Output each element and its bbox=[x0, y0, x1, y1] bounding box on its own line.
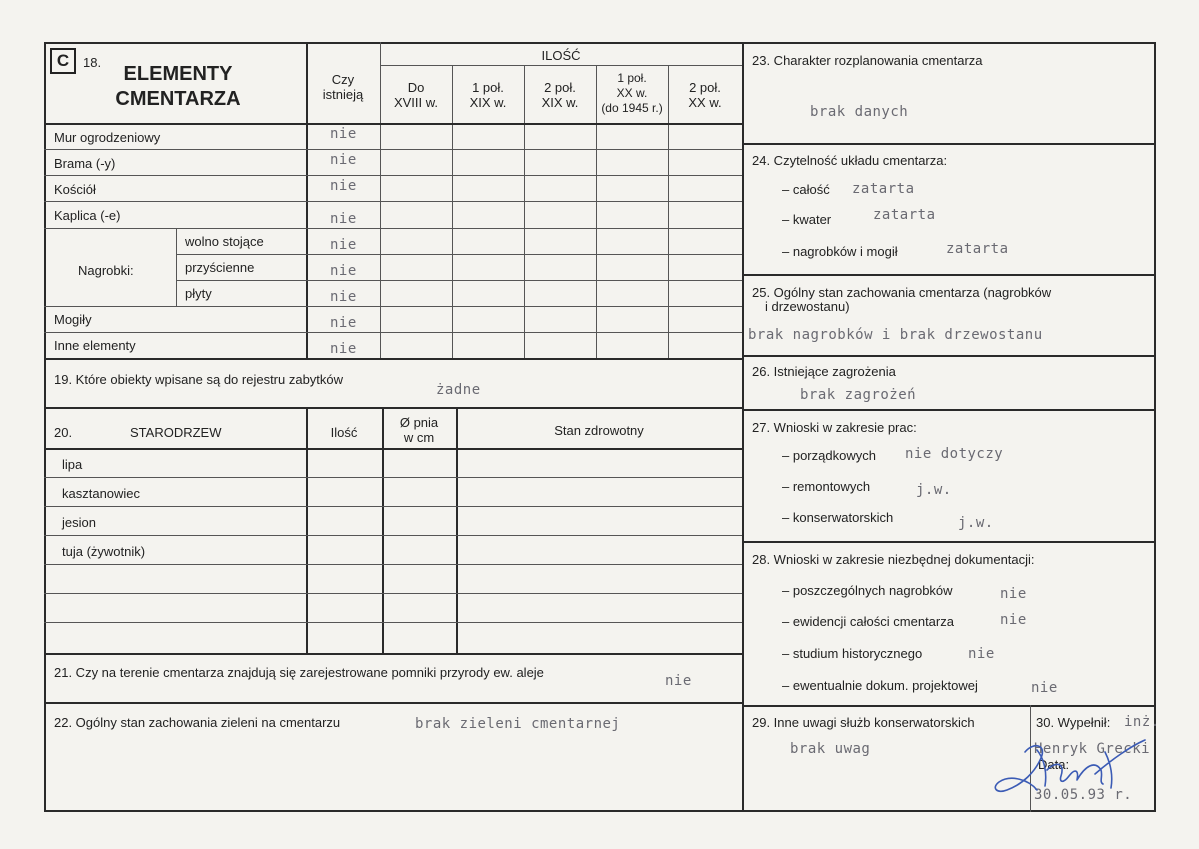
signature-icon bbox=[985, 730, 1155, 800]
grid-line bbox=[44, 123, 742, 125]
q24-label: 24. Czytelność układu cmentarza: bbox=[752, 153, 948, 168]
row-label: Kościół bbox=[54, 182, 96, 197]
q28-item-answer: nie bbox=[1000, 612, 1027, 628]
trees-title: STARODRZEW bbox=[130, 425, 222, 440]
grid-line bbox=[44, 448, 742, 450]
q27-label: 27. Wnioski w zakresie prac: bbox=[752, 420, 917, 435]
row-value: nie bbox=[330, 341, 357, 357]
row-value: nie bbox=[330, 211, 357, 227]
q28-item-label: – studium historycznego bbox=[782, 646, 923, 661]
q27-item-answer: j.w. bbox=[916, 482, 952, 498]
grid-line bbox=[44, 702, 742, 704]
row-value: nie bbox=[330, 315, 357, 331]
q27-item-answer: nie dotyczy bbox=[905, 446, 1004, 462]
grid-line bbox=[44, 506, 742, 507]
q24-item-label: – kwater bbox=[782, 212, 832, 227]
column-divider bbox=[742, 42, 744, 812]
grid-line bbox=[44, 175, 742, 176]
q28-item-answer: nie bbox=[1031, 680, 1058, 696]
row-value: nie bbox=[330, 263, 357, 279]
q30-date: 30.05.93 r. bbox=[1034, 787, 1133, 803]
q28-item-answer: nie bbox=[968, 646, 995, 662]
row-value: nie bbox=[330, 289, 357, 305]
grid-line bbox=[44, 228, 742, 229]
grid-line bbox=[306, 407, 308, 653]
grid-line bbox=[742, 143, 1156, 145]
col-exists-header: Czy istnieją bbox=[322, 72, 364, 102]
grid-line bbox=[44, 332, 742, 333]
q19-label: 19. Które obiekty wpisane są do rejestru zabytków bbox=[54, 372, 344, 387]
trees-number: 20. bbox=[54, 425, 73, 440]
grid-line bbox=[44, 201, 742, 202]
section-number: 18. bbox=[83, 55, 102, 70]
q28-item-label: – poszczególnych nagrobków bbox=[782, 583, 953, 598]
grid-line bbox=[44, 622, 742, 623]
q28-label: 28. Wnioski w zakresie niezbędnej dokumentacji: bbox=[752, 552, 1035, 567]
section-letter: C bbox=[50, 48, 76, 74]
q27-item-label: – remontowych bbox=[782, 479, 871, 494]
grid-line bbox=[44, 306, 742, 307]
trees-col-qty: Ilość bbox=[330, 425, 358, 440]
grid-line bbox=[742, 355, 1156, 357]
section-title-line2: CMENTARZA bbox=[115, 88, 241, 110]
q29-label: 29. Inne uwagi służb konserwatorskich bbox=[752, 715, 975, 730]
q21-answer: nie bbox=[665, 673, 692, 689]
col-period-header: Do XVIII w. bbox=[393, 80, 439, 110]
q28-item-label: – ewentualnie dokum. projektowej bbox=[782, 678, 978, 693]
q28-item-answer: nie bbox=[1000, 586, 1027, 602]
section-title-line1: ELEMENTY bbox=[123, 63, 233, 85]
tree-row-label: tuja (żywotnik) bbox=[62, 544, 146, 559]
q25-answer: brak nagrobków i brak drzewostanu bbox=[748, 327, 1043, 343]
q26-label: 26. Istniejące zagrożenia bbox=[752, 364, 896, 379]
q25-label-line1: 25. Ogólny stan zachowania cmentarza (nagrobków bbox=[752, 285, 1052, 300]
group-label: Nagrobki: bbox=[78, 263, 134, 278]
grid-line bbox=[742, 409, 1156, 411]
q22-label: 22. Ogólny stan zachowania zieleni na cmentarzu bbox=[54, 715, 341, 730]
q28-item-label: – ewidencji całości cmentarza bbox=[782, 614, 954, 629]
q30-label: 30. Wypełnił: bbox=[1036, 715, 1111, 730]
grid-line bbox=[44, 593, 742, 594]
grid-line bbox=[44, 407, 742, 409]
q23-label: 23. Charakter rozplanowania cmentarza bbox=[752, 53, 983, 68]
q22-answer: brak zieleni cmentarnej bbox=[415, 716, 621, 732]
tree-row-label: kasztanowiec bbox=[62, 486, 141, 501]
grid-line bbox=[742, 541, 1156, 543]
q30-name: Henryk Grecki bbox=[1034, 741, 1151, 757]
grid-line bbox=[44, 535, 742, 536]
row-value: nie bbox=[330, 126, 357, 142]
grid-line bbox=[176, 228, 177, 306]
grid-line bbox=[456, 407, 458, 653]
row-label: przyścienne bbox=[185, 260, 255, 275]
grid-line bbox=[44, 358, 742, 360]
row-label: Mur ogrodzeniowy bbox=[54, 130, 161, 145]
tree-row-label: jesion bbox=[62, 515, 96, 530]
col-period-header: 2 poł. XIX w. bbox=[541, 80, 579, 110]
grid-line bbox=[742, 705, 1156, 707]
grid-line bbox=[176, 280, 742, 281]
row-value: nie bbox=[330, 178, 357, 194]
grid-line bbox=[742, 274, 1156, 276]
q24-item-answer: zatarta bbox=[946, 241, 1009, 257]
row-label: Kaplica (-e) bbox=[54, 208, 121, 223]
q23-answer: brak danych bbox=[810, 104, 909, 120]
trees-col-health: Stan zdrowotny bbox=[554, 423, 644, 438]
row-label: Mogiły bbox=[54, 312, 92, 327]
q27-item-answer: j.w. bbox=[958, 515, 994, 531]
row-value: nie bbox=[330, 152, 357, 168]
col-period-header: 1 poł. XX w. (do 1945 r.) bbox=[601, 71, 663, 115]
grid-line bbox=[44, 149, 742, 150]
col-period-header: 2 poł. XX w. bbox=[688, 80, 722, 110]
row-label: Brama (-y) bbox=[54, 156, 116, 171]
grid-line bbox=[380, 65, 742, 66]
q27-item-label: – konserwatorskich bbox=[782, 510, 894, 525]
trees-col-diameter: Ø pnia w cm bbox=[399, 415, 439, 445]
col-quantity-header: ILOŚĆ bbox=[541, 48, 581, 63]
row-label: Inne elementy bbox=[54, 338, 136, 353]
q29-answer: brak uwag bbox=[790, 741, 871, 757]
q24-item-answer: zatarta bbox=[852, 181, 915, 197]
q25-label-line2: i drzewostanu) bbox=[765, 299, 850, 314]
row-value: nie bbox=[330, 237, 357, 253]
grid-line bbox=[44, 477, 742, 478]
q24-item-label: – całość bbox=[782, 182, 830, 197]
grid-line bbox=[176, 254, 742, 255]
grid-line bbox=[44, 564, 742, 565]
grid-line bbox=[44, 653, 742, 655]
q19-answer: żadne bbox=[436, 382, 481, 398]
q27-item-label: – porządkowych bbox=[782, 448, 876, 463]
tree-row-label: lipa bbox=[62, 457, 83, 472]
q30-filled-by: inż. bbox=[1124, 714, 1160, 730]
q30-date-label: Data: bbox=[1038, 757, 1070, 772]
q24-item-answer: zatarta bbox=[873, 207, 936, 223]
q24-item-label: – nagrobków i mogił bbox=[782, 244, 898, 259]
q26-answer: brak zagrożeń bbox=[800, 387, 917, 403]
row-label: wolno stojące bbox=[185, 234, 264, 249]
q21-label: 21. Czy na terenie cmentarza znajdują się zarejestrowane pomniki przyrody ew. aleje bbox=[54, 665, 544, 680]
col-period-header: 1 poł. XIX w. bbox=[469, 80, 507, 110]
row-label: płyty bbox=[185, 286, 212, 301]
